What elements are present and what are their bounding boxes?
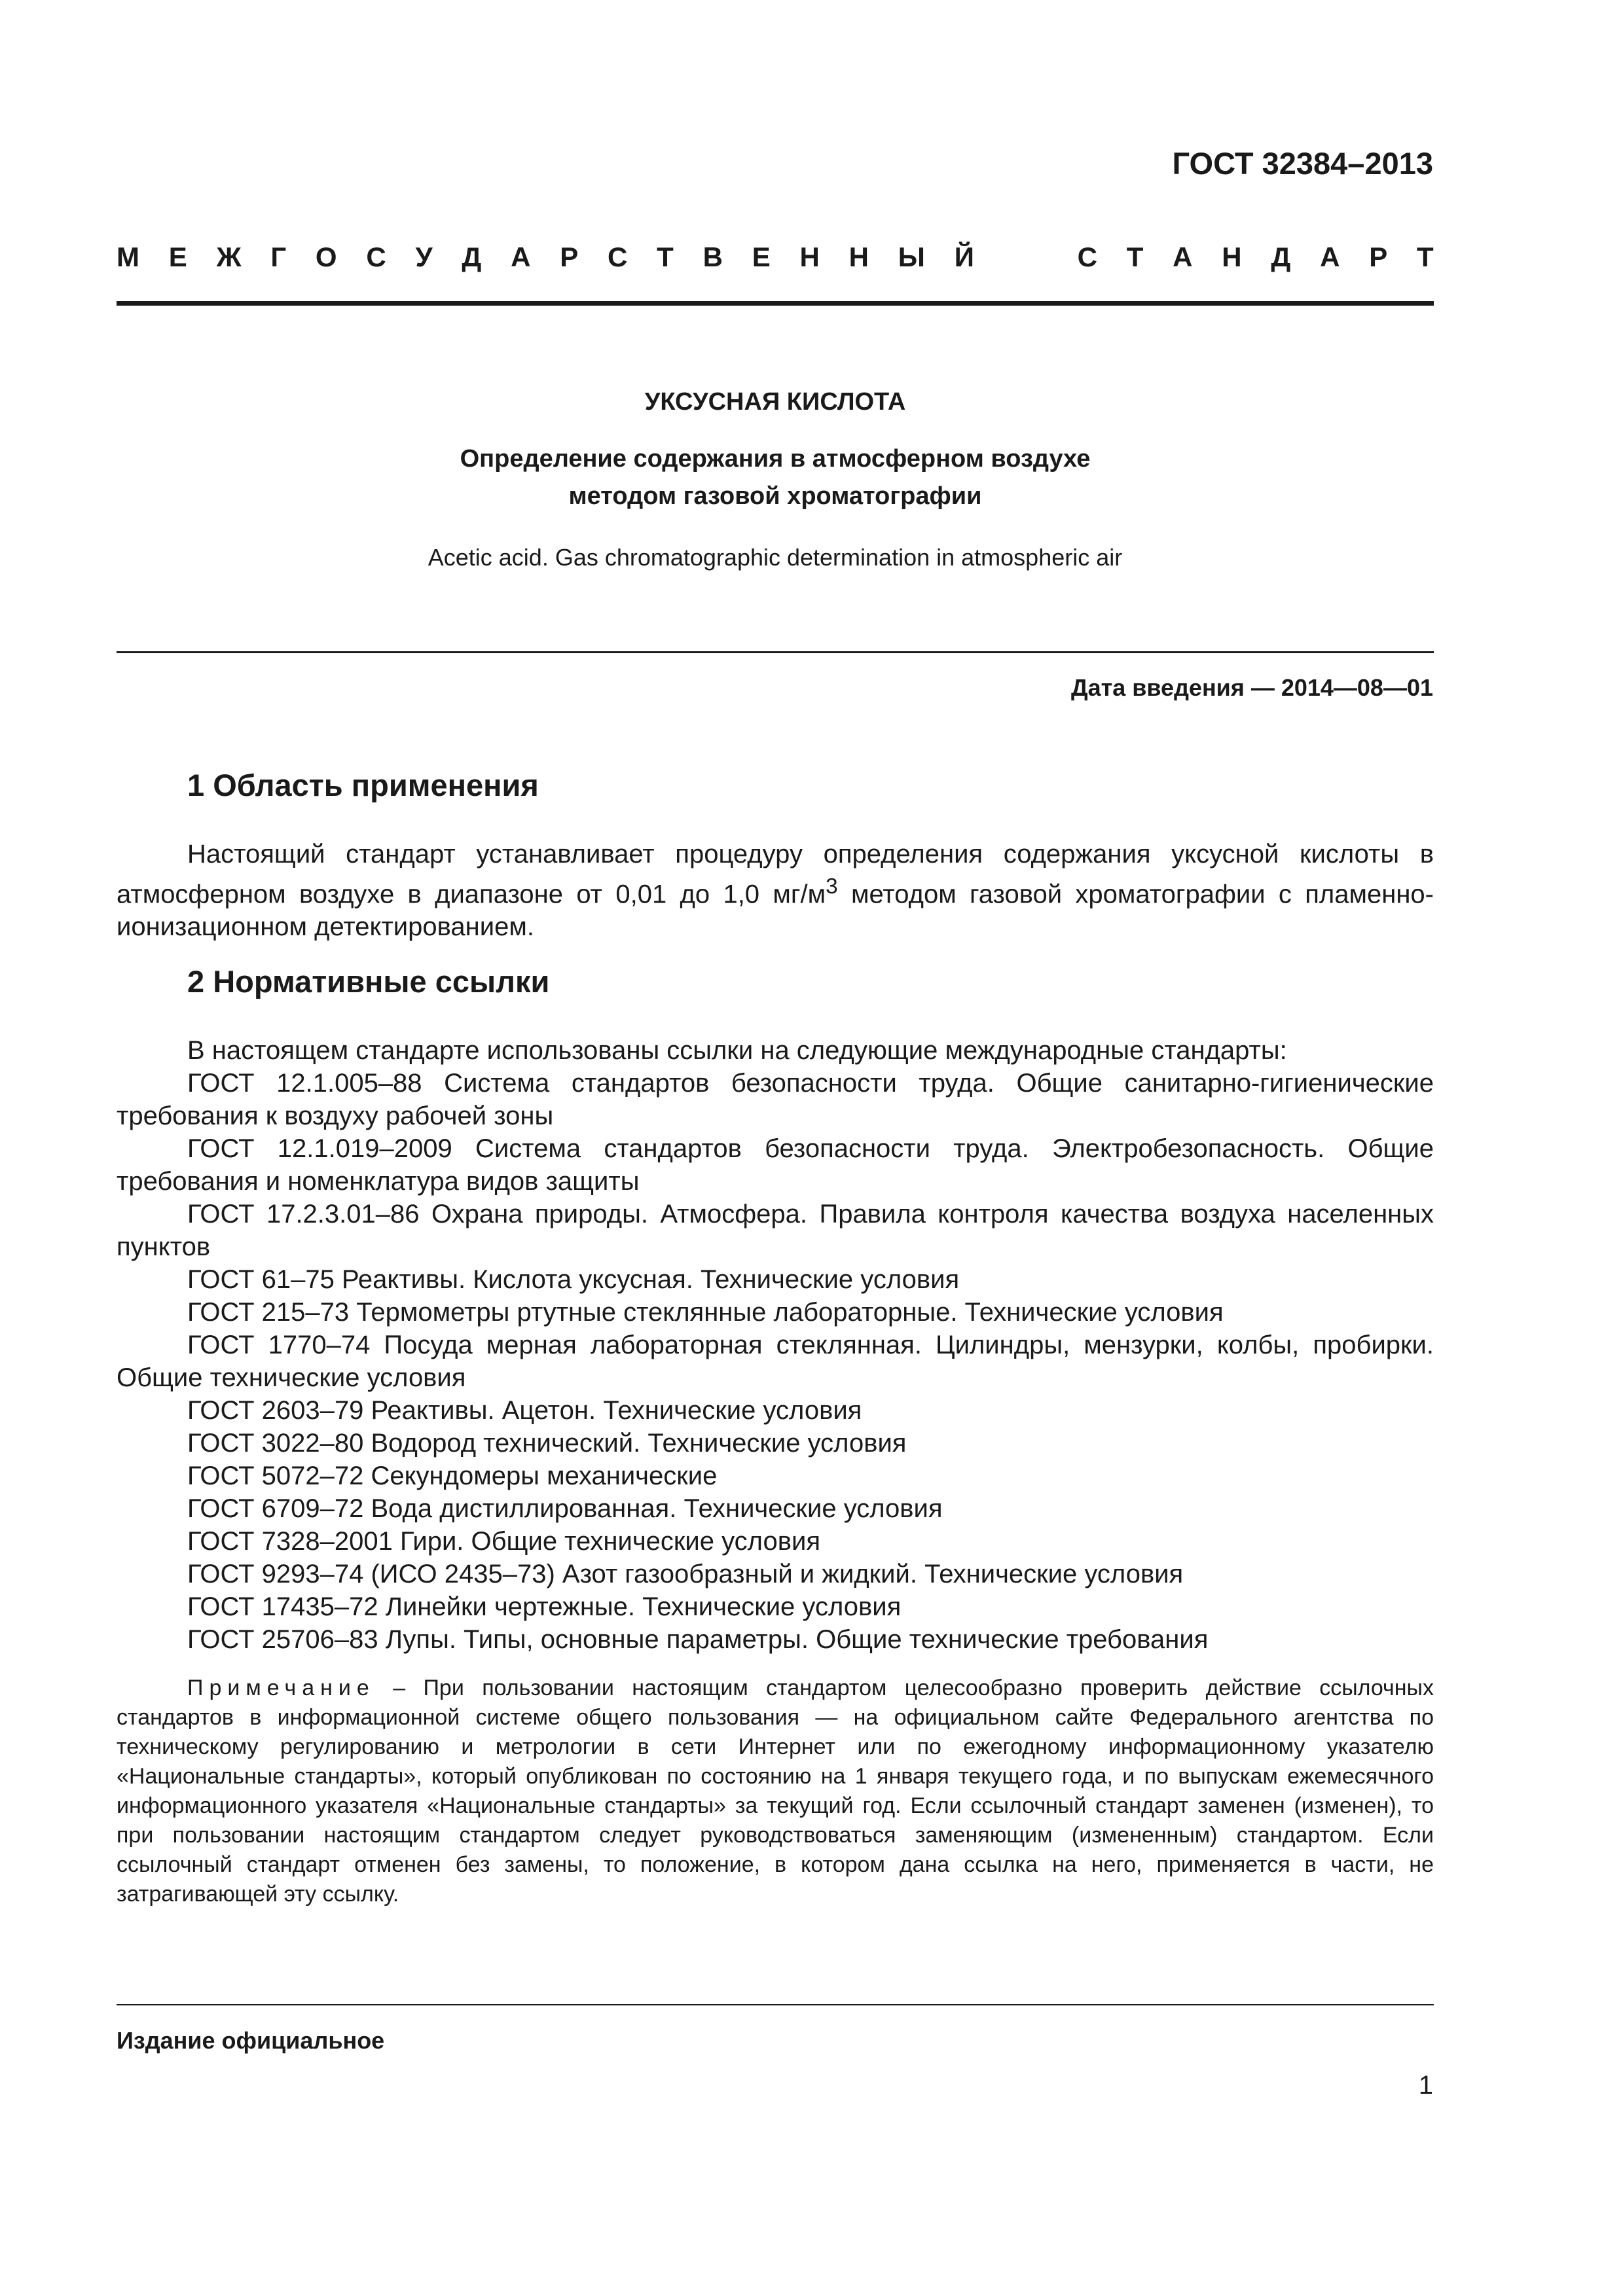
reference-item: ГОСТ 2603–79 Реактивы. Ацетон. Технические условия xyxy=(187,1396,862,1425)
document-subtitle xyxy=(117,440,1434,515)
banner-letter: В xyxy=(702,242,723,272)
note-text: – При пользовании настоящим стандартом целесообразно проверить действие ссылочных стандартов в информационной системе общего пользования — на официальном сайте Федерального агентства по техническому регулированию и метрологии в сети Интернет или по ежегодному информационному указателю «Национальные стандарты», который опубликован по состоянию на 1 января текущего года, и по выпускам ежемесячного информационного указателя «Национальные стандарты» за текущий год. Если ссылочный стандарт заменен (изменен), то при пользовании настоящим стандартом следует руководствоваться заменяющим (измененным) стандартом. Если ссылочный стандарт отменен без замены, то положение, в котором дана ссылка на него, применяется в части, не затрагивающей эту ссылку. xyxy=(117,1676,1434,1907)
gost-number: ГОСТ 32384–2013 xyxy=(1172,146,1433,181)
reference-item: ГОСТ 215–73 Термометры ртутные стеклянные лабораторные. Технические условия xyxy=(187,1298,1224,1327)
banner-letter: У xyxy=(415,242,433,272)
banner-letter: Т xyxy=(1126,242,1144,272)
banner-letter: Ы xyxy=(898,242,925,272)
banner-letter: Е xyxy=(168,242,187,272)
banner-letter: Н xyxy=(848,242,869,272)
banner-letter xyxy=(1040,242,1048,273)
english-title: Acetic acid. Gas chromatographic determination in atmospheric air xyxy=(428,544,1123,571)
reference-item: ГОСТ 7328–2001 Гири. Общие технические условия xyxy=(187,1527,820,1556)
banner-letter: Е xyxy=(752,242,771,272)
banner-letter: Й xyxy=(954,242,974,272)
banner-letter: Д xyxy=(1271,242,1291,272)
banner-letter: А xyxy=(511,242,531,272)
banner-letter: Р xyxy=(560,242,579,272)
reference-item: ГОСТ 5072–72 Секундомеры механические xyxy=(187,1462,718,1490)
reference-item: ГОСТ 1770–74 Посуда мерная лабораторная стеклянная. Цилиндры, мензурки, колбы, пробирки. Общие технические условия xyxy=(117,1331,1434,1392)
subtitle-line-1: Определение содержания в атмосферном воздухе xyxy=(460,445,1091,473)
banner-letter: А xyxy=(1173,242,1193,272)
reference-item: ГОСТ 17435–72 Линейки чертежные. Технические условия xyxy=(187,1592,902,1621)
official-edition-label: Издание официальное xyxy=(117,2027,385,2054)
banner-letter: Т xyxy=(657,242,674,272)
banner-letter: С xyxy=(608,242,628,272)
reference-item: ГОСТ 12.1.019–2009 Система стандартов безопасности труда. Электробезопасность. Общие требования и номенклатура видов защиты xyxy=(117,1134,1434,1196)
footer-rule xyxy=(117,2004,1434,2005)
subtitle-line-2: методом газовой хроматографии xyxy=(568,482,982,510)
reference-item: ГОСТ 3022–80 Водород технический. Технические условия xyxy=(187,1429,907,1458)
banner-letter: А xyxy=(1320,242,1340,272)
normative-references-list xyxy=(117,1067,1434,1656)
banner-letter: Р xyxy=(1369,242,1388,272)
note xyxy=(117,1674,1434,1909)
cubic-superscript: 3 xyxy=(826,874,838,899)
banner-letter: Г xyxy=(270,242,287,272)
section-1-text-end: методом газовой хроматографии с пламенно-ионизационном детектированием. xyxy=(117,880,1434,942)
banner-letter: С xyxy=(366,242,386,272)
section-1-text-start: Настоящий стандарт устанавливает процедуру определения содержания уксусной кислоты в атмосферном воздухе в диапазоне от 0,01 до 1,0 мг/м xyxy=(117,840,1434,909)
title-rule xyxy=(117,651,1434,653)
header-rule xyxy=(117,301,1434,306)
reference-item: ГОСТ 9293–74 (ИСО 2435–73) Азот газообразный и жидкий. Технические условия xyxy=(187,1560,1184,1588)
note-label: Примечание xyxy=(187,1676,375,1700)
section-2-intro: В настоящем стандарте использованы ссылки на следующие международные стандарты: xyxy=(187,1036,1287,1065)
banner-letter: Н xyxy=(1222,242,1242,272)
banner-letter: Ж xyxy=(216,242,242,272)
reference-item: ГОСТ 6709–72 Вода дистиллированная. Технические условия xyxy=(187,1494,943,1523)
banner-letter: Д xyxy=(462,242,482,272)
section-2-heading: 2 Нормативные ссылки xyxy=(187,964,550,999)
reference-item: ГОСТ 12.1.005–88 Система стандартов безопасности труда. Общие санитарно-гигиенические требования к воздуху рабочей зоны xyxy=(117,1069,1434,1130)
introduction-date: Дата введения — 2014—08—01 xyxy=(1070,674,1433,701)
reference-item: ГОСТ 17.2.3.01–86 Охрана природы. Атмосфера. Правила контроля качества воздуха населенных пунктов xyxy=(117,1200,1434,1261)
section-1-text xyxy=(117,838,1434,943)
banner-letter: О xyxy=(315,242,337,272)
reference-item: ГОСТ 25706–83 Лупы. Типы, основные параметры. Общие технические требования xyxy=(187,1625,1209,1654)
interstate-standard-banner xyxy=(117,242,1434,273)
banner-letter: М xyxy=(117,242,139,272)
banner-letter: Н xyxy=(799,242,820,272)
page-number: 1 xyxy=(1418,2071,1433,2100)
reference-item: ГОСТ 61–75 Реактивы. Кислота уксусная. Технические условия xyxy=(187,1265,960,1294)
banner-letter xyxy=(1004,242,1012,273)
banner-letter: Т xyxy=(1417,242,1434,272)
banner-letter: С xyxy=(1077,242,1097,272)
document-title: УКСУСНАЯ КИСЛОТА xyxy=(644,388,906,416)
section-1-heading: 1 Область применения xyxy=(187,768,539,802)
